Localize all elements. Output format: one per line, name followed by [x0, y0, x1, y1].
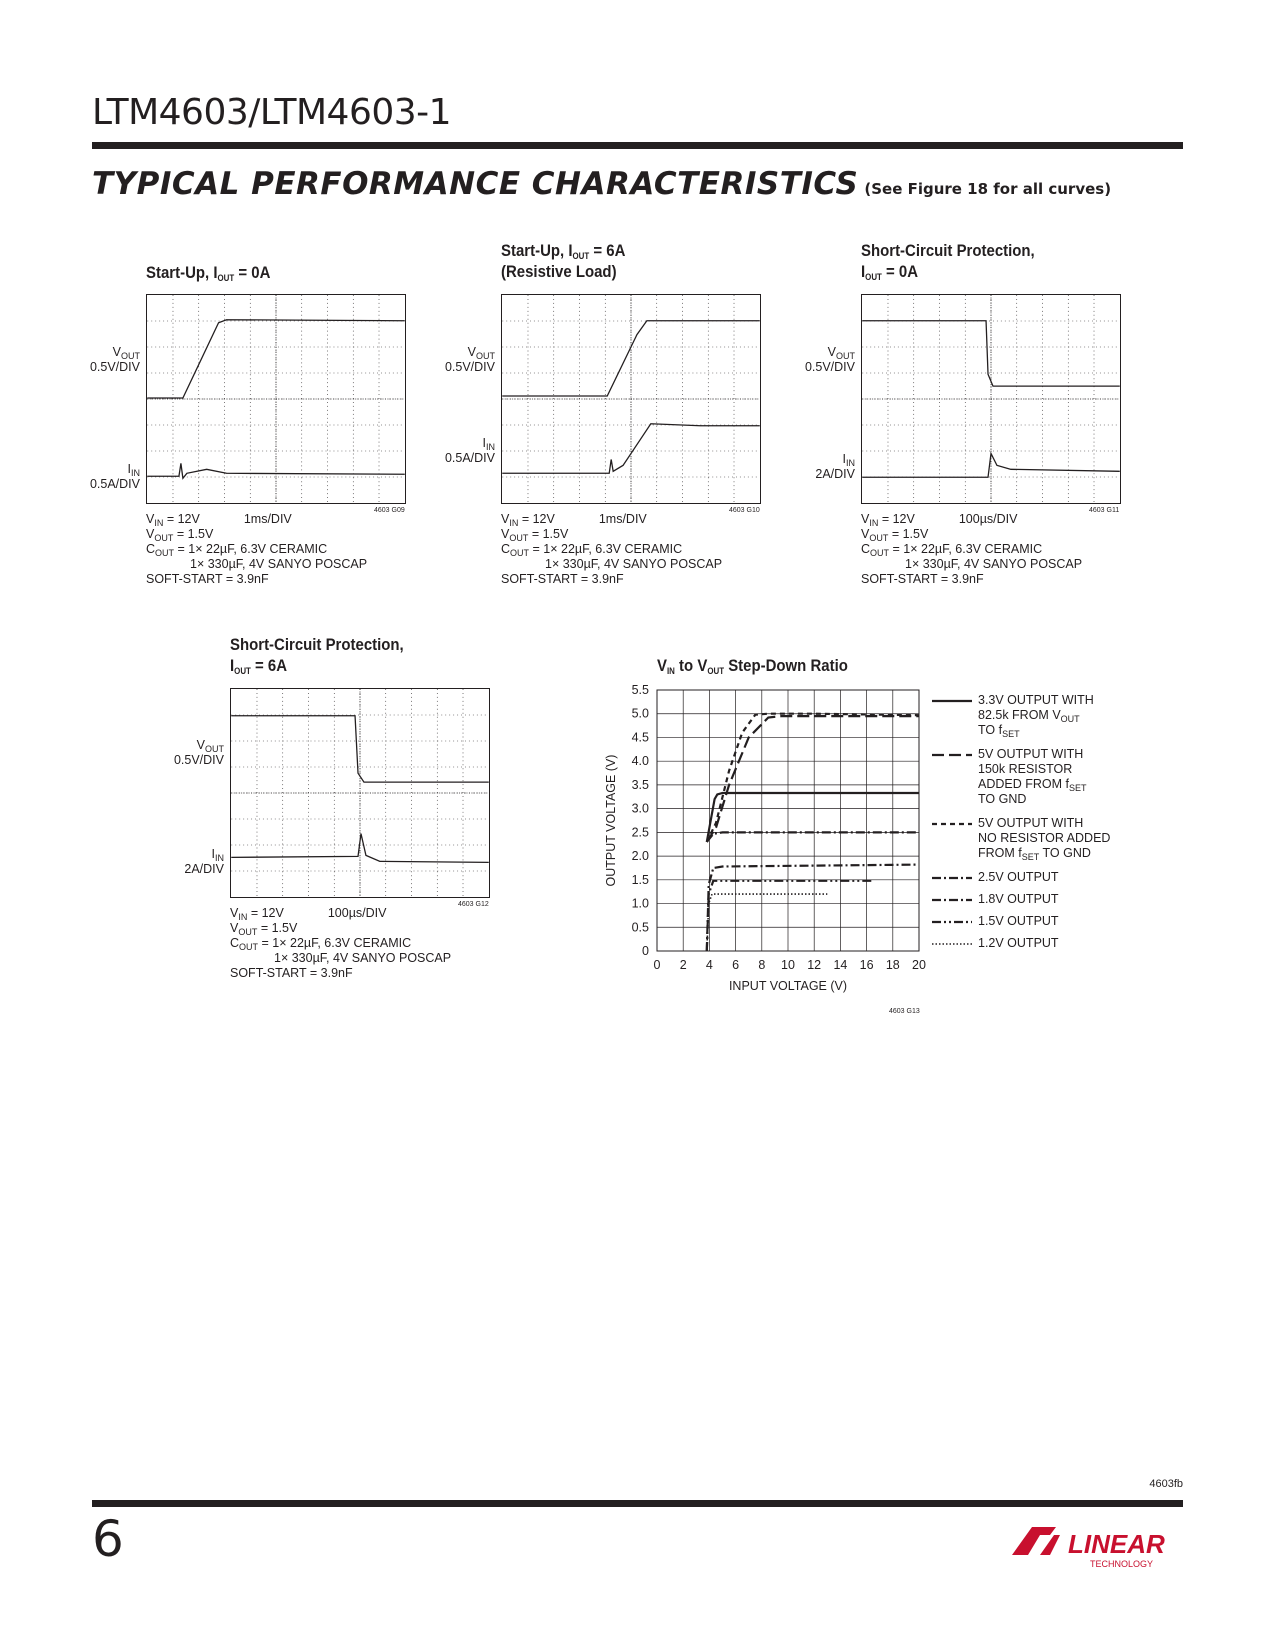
x-tick-label: 12 [807, 958, 822, 972]
scope-conditions: $V_{IN} = 12V$ 100µs/DIV $V_{OUT} = 1.5V$ $C_{OUT} = 1\times 22\mu F$, 6.3V CERAMIC 1× 330µF, 4V SANYO POSCAP SOFT-START = 3.9nF [230, 906, 452, 980]
y-tick-label: 2.0 [631, 849, 649, 864]
y-tick-label: 2.5 [631, 825, 649, 840]
step-down-ratio-chart [600, 680, 940, 1020]
x-tick-label: 0 [653, 958, 661, 972]
scope-lower-label: $I_{IN}$ 0.5A/DIV [89, 462, 140, 491]
scope-screen [230, 688, 490, 898]
legend-swatch-icon [930, 873, 974, 883]
scope-lower-label: $I_{IN}$ 2A/DIV [184, 847, 224, 876]
x-tick-label: 10 [781, 958, 795, 972]
section-title-text: TYPICAL PERFORMANCE CHARACTERISTICS [92, 166, 859, 202]
scope-fig-id: 4603 G12 [458, 901, 489, 908]
scope-upper-label: $V_{OUT}$ 0.5V/DIV [89, 345, 140, 374]
legend-swatch-icon [930, 939, 974, 949]
scope-fig-id: 4603 G11 [1089, 507, 1120, 514]
y-tick-label: 4.0 [631, 754, 649, 769]
scope-upper-label: $V_{OUT}$ 0.5V/DIV [173, 738, 224, 767]
scope-fig-id: 4603 G10 [729, 507, 760, 514]
linear-technology-logo [1010, 1515, 1185, 1575]
y-tick-label: 0.5 [631, 920, 649, 935]
footer-rule [92, 1500, 1183, 1507]
timebase: 100µs/DIV [958, 512, 1018, 526]
y-tick-label: 3.5 [631, 777, 649, 792]
header-rule [92, 142, 1183, 149]
series-line-6 [707, 894, 828, 951]
doc-id: 4603fb [1149, 1478, 1183, 1490]
legend-swatch-icon [930, 696, 974, 706]
scope-conditions: $V_{IN} = 12V$ 100µs/DIV $V_{OUT} = 1.5V$ $C_{OUT} = 1\times 22\mu F$, 6.3V CERAMIC 1× 330µF, 4V SANYO POSCAP SOFT-START = 3.9nF [861, 512, 1083, 586]
x-axis-label: INPUT VOLTAGE (V) [728, 979, 848, 993]
logo-sub: TECHNOLOGY [1090, 1559, 1154, 1569]
y-tick-label: 3.0 [631, 801, 649, 816]
legend-swatch-icon [930, 750, 974, 760]
y-tick-label: 4.5 [631, 730, 649, 745]
x-tick-label: 6 [732, 958, 740, 972]
page-number: 6 [92, 1510, 124, 1568]
scope-lower-label: $I_{IN}$ 0.5A/DIV [444, 436, 495, 465]
y-tick-label: 1.0 [631, 896, 649, 911]
x-tick-label: 20 [912, 958, 926, 972]
y-axis-label: OUTPUT VOLTAGE (V) [604, 754, 618, 887]
scope-screen [861, 294, 1121, 504]
chart-legend: 3.3V OUTPUT WITH 82.5k FROM $V_{OUT}$ TO $f_{SET}$ 5V OUTPUT WITH 150k RESISTOR ADDED FROM $f_{SET}$ TO GND 5V OUTPUT WITH NO RESISTOR ADDED FROM $f_{SET}$ TO GND 2.5V OUTPUT 1.8V OUTPUT 1.5V OUTPUT 1.2V OUTPUT [930, 693, 1140, 963]
scope-conditions: $V_{IN} = 12V$ 1ms/DIV $V_{OUT} = 1.5V$ $C_{OUT} = 1\times 22\mu F$, 6.3V CERAMIC 1× 330µF, 4V SANYO POSCAP SOFT-START = 3.9nF [501, 512, 723, 586]
section-subtitle: (See Figure 18 for all curves) [864, 180, 1112, 198]
section-title [92, 166, 1111, 202]
legend-swatch-icon [930, 895, 974, 905]
timebase: 1ms/DIV [243, 512, 292, 526]
x-tick-label: 16 [859, 958, 874, 972]
timebase: 100µs/DIV [327, 906, 387, 920]
x-tick-label: 4 [705, 958, 713, 972]
scope-fig-id: 4603 G09 [374, 507, 405, 514]
y-tick-label: 5.5 [631, 683, 649, 697]
scope-lower-label: $I_{IN}$ 2A/DIV [815, 452, 855, 481]
series-line-4 [707, 865, 919, 951]
chart-fig-id: 4603 G13 [889, 1008, 920, 1015]
series-line-0 [707, 793, 919, 842]
scope-title: Short-Circuit Protection, $I_{OUT} = 6A$ [230, 635, 404, 676]
lt-logo-icon [1010, 1515, 1185, 1575]
y-tick-label: 0 [642, 944, 649, 958]
part-number: LTM4603/LTM4603-1 [92, 92, 452, 133]
legend-swatch-icon [930, 819, 974, 829]
x-tick-label: 18 [885, 958, 900, 972]
legend-swatch-icon [930, 917, 974, 927]
scope-screen [146, 294, 406, 504]
scope-screen [501, 294, 761, 504]
scope-conditions: $V_{IN} = 12V$ 1ms/DIV $V_{OUT} = 1.5V$ $C_{OUT} = 1\times 22\mu F$, 6.3V CERAMIC 1× 330µF, 4V SANYO POSCAP SOFT-START = 3.9nF [146, 512, 368, 586]
x-tick-label: 14 [833, 958, 848, 972]
series-line-5 [707, 881, 873, 951]
scope-title: Start-Up, $I_{OUT} = 6A$ (Resistive Load) [501, 241, 626, 281]
series-line-3 [707, 832, 919, 842]
x-tick-label: 8 [758, 958, 766, 972]
chart-title: $V_{IN}$ to $V_{OUT}$ Step-Down Ratio [657, 656, 848, 676]
y-tick-label: 1.5 [631, 872, 649, 887]
series-line-2 [707, 714, 919, 842]
logo-wordmark: LINEAR [1068, 1529, 1165, 1559]
timebase: 1ms/DIV [598, 512, 647, 526]
scope-upper-label: $V_{OUT}$ 0.5V/DIV [804, 345, 855, 374]
y-tick-label: 5.0 [631, 706, 649, 721]
scope-title: Start-Up, $I_{OUT} = 0A$ [146, 263, 271, 283]
scope-upper-label: $V_{OUT}$ 0.5V/DIV [444, 345, 495, 374]
series-line-1 [707, 716, 919, 842]
scope-title: Short-Circuit Protection, $I_{OUT} = 0A$ [861, 241, 1035, 282]
x-tick-label: 2 [679, 958, 687, 972]
